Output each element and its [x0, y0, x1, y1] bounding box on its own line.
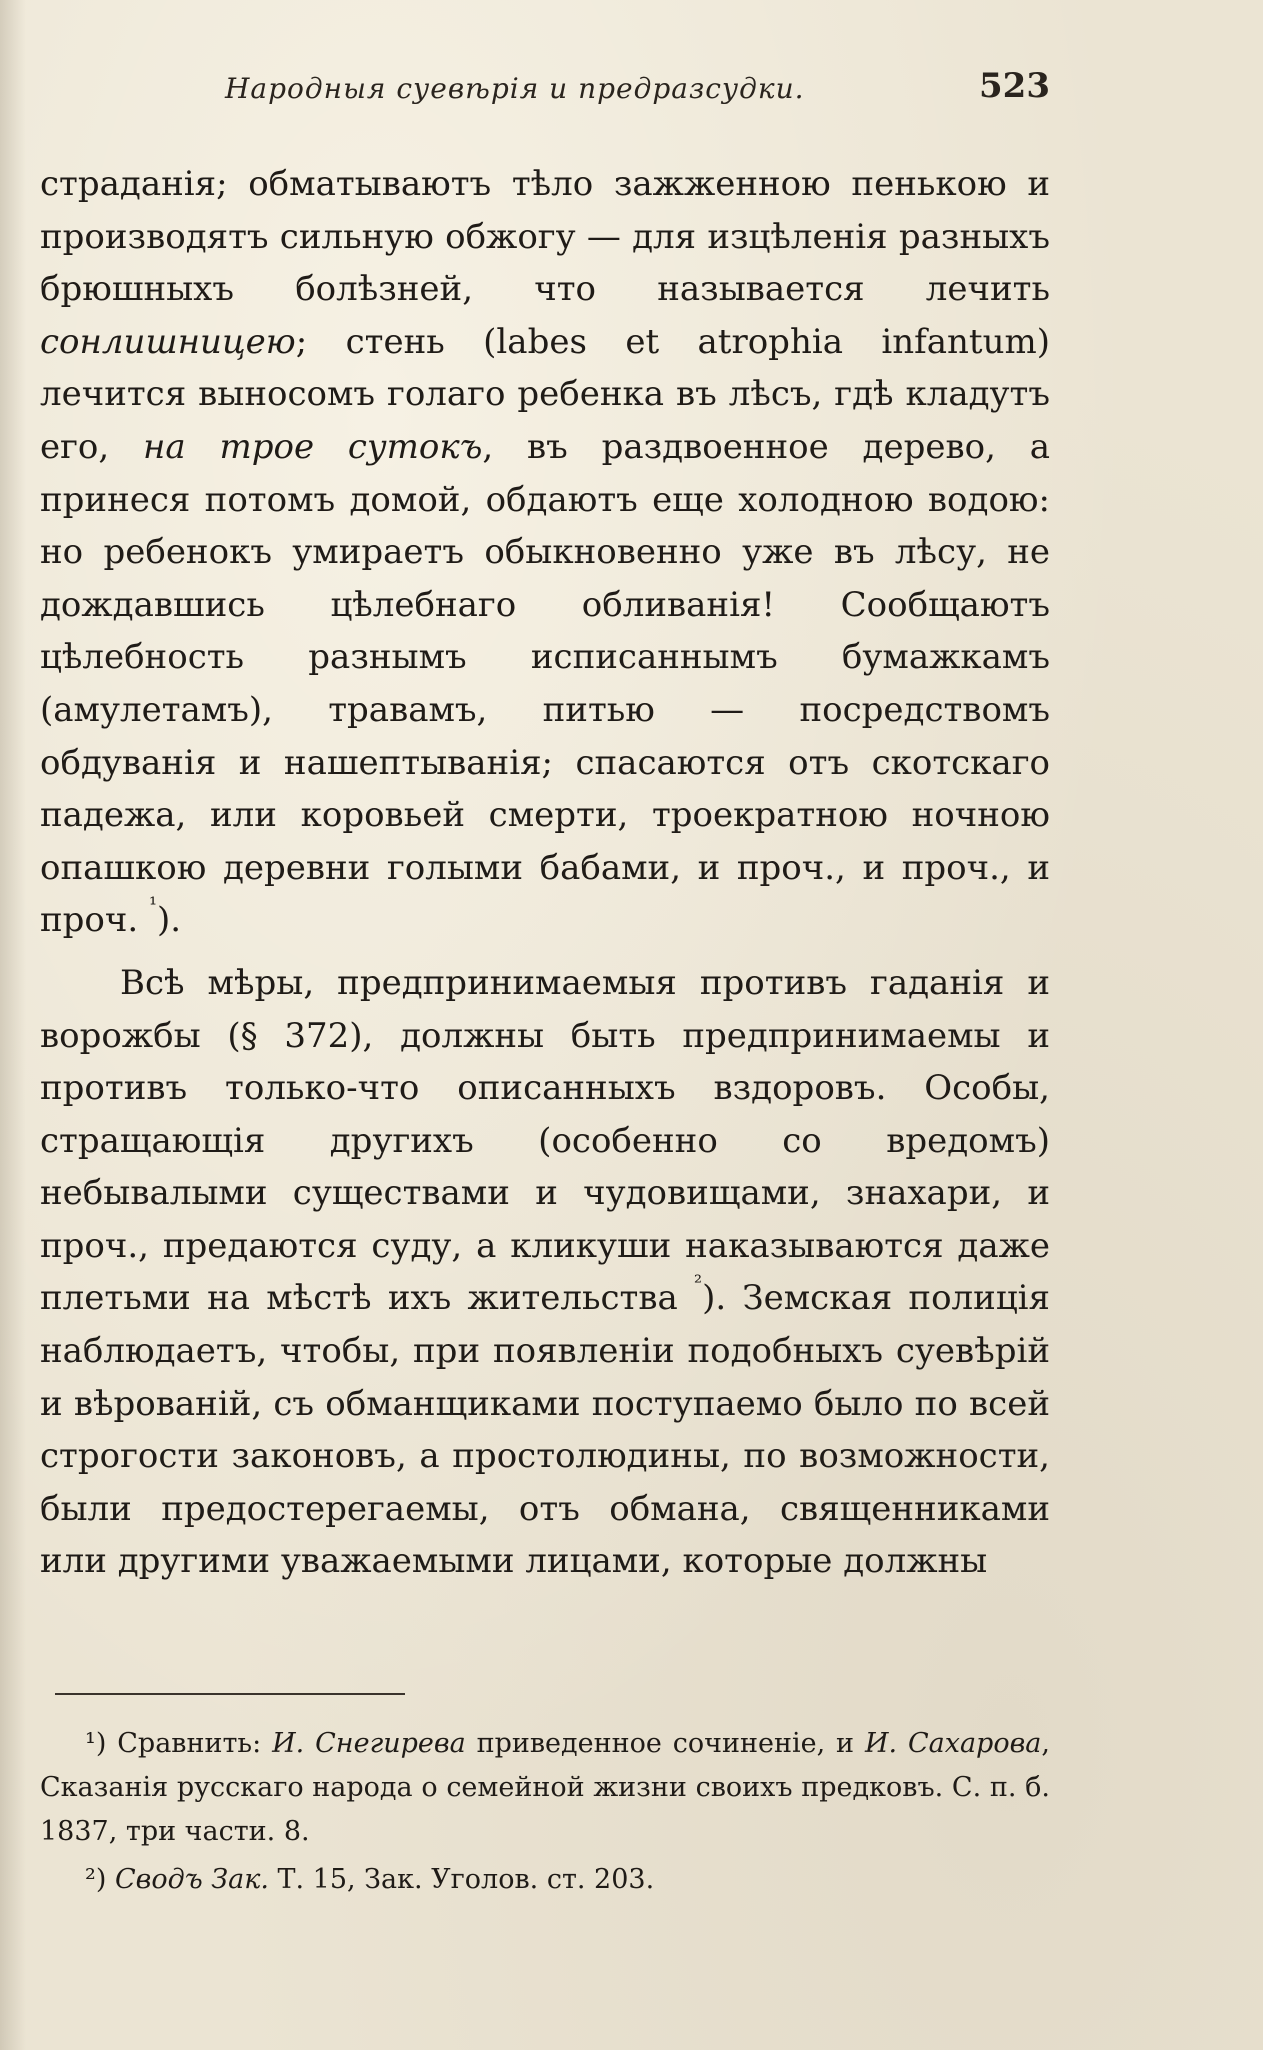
page-gutter-shadow	[0, 0, 26, 2050]
footnote-ref-2: ²	[694, 1270, 703, 1295]
paragraph-1-text-d: ).	[157, 900, 182, 941]
footnote-1-marker: ¹)	[85, 1728, 118, 1759]
footnote-2-text: Т. 15, Зак. Уголов. ст. 203.	[268, 1864, 655, 1895]
paragraph-2	[40, 957, 1050, 1588]
paragraph-1-text-c: , въ раздвоенное дерево, а принеся потомъ домой, обдаютъ еще холодною водою: но ребенокъ умираетъ обыкновенно уже въ лѣсу, не дождавшись цѣлебнаго обливанія! Сообщаютъ цѣлебность разнымъ исписаннымъ бумажкамъ (амулетамъ), травамъ, питью — посредствомъ обдуванія и нашептыванія; спасаются отъ скотскаго падежа, или коровьей смерти, троекратною ночною опашкою деревни голыми бабами, и проч., и проч., и проч.	[40, 426, 1050, 941]
footnote-2-italic: Сводъ Зак.	[114, 1864, 269, 1895]
footnotes	[40, 1722, 1050, 1906]
footnote-1-text-a: Сравнить:	[117, 1728, 273, 1759]
paragraph-2-text-a: Всѣ мѣры, предпринимаемыя противъ гаданія и ворожбы (§ 372), должны быть предпринимаемы и противъ только-что описанныхъ вздоровъ. Особы, стращающія другихъ (особенно со вредомъ) небывалыми существами и чудовищами, знахари, и проч., предаются суду, а кликуши наказываются даже плетьми на мѣстѣ ихъ жительства	[40, 962, 1050, 1319]
footnote-1-text-b: приведенное сочиненіе, и	[465, 1728, 865, 1759]
footnote-1-text-c: , Сказанія русскаго народа о семейной жизни своихъ предковъ. С. п. б. 1837, три части. 8.	[40, 1728, 1050, 1847]
paragraph-2-text-b: ). Земская полиція наблюдаетъ, чтобы, при появленіи подобныхъ суевѣрій и вѣрованій, съ обманщиками поступаемо было по всей строгости законовъ, а простолюдины, по возможности, были предостерегаемы, отъ обмана, священниками или другими уважаемыми лицами, которые должны	[40, 1278, 1051, 1582]
body-text	[40, 158, 1050, 1588]
running-title: Народныя суевѣрія и предразсудки.	[225, 72, 805, 105]
paragraph-1-italic-b: на трое сутокъ	[143, 426, 483, 467]
footnote-divider	[55, 1693, 405, 1695]
footnote-1	[40, 1722, 1050, 1854]
footnote-1-italic-a: И. Снегирева	[272, 1728, 466, 1759]
footnote-2	[40, 1858, 1050, 1902]
paragraph-1	[40, 158, 1050, 947]
paragraph-1-italic-a: сонлишницею	[40, 321, 296, 362]
page-header	[40, 66, 1050, 116]
footnote-2-marker: ²)	[85, 1864, 115, 1895]
page-number: 523	[979, 66, 1050, 106]
paragraph-1-text-a: страданія; обматываютъ тѣло зажженною пенькою и производятъ сильную обжогу — для изцѣленія разныхъ брюшныхъ болѣзней, что называется лечить	[40, 164, 1050, 310]
footnote-1-italic-b: И. Сахарова	[864, 1728, 1042, 1759]
footnote-ref-1: ¹	[149, 892, 158, 917]
paragraph-1-text-b: ; стень (labes et atrophia infantum) лечится выносомъ голаго ребенка въ лѣсъ, гдѣ кладутъ его,	[40, 321, 1050, 467]
